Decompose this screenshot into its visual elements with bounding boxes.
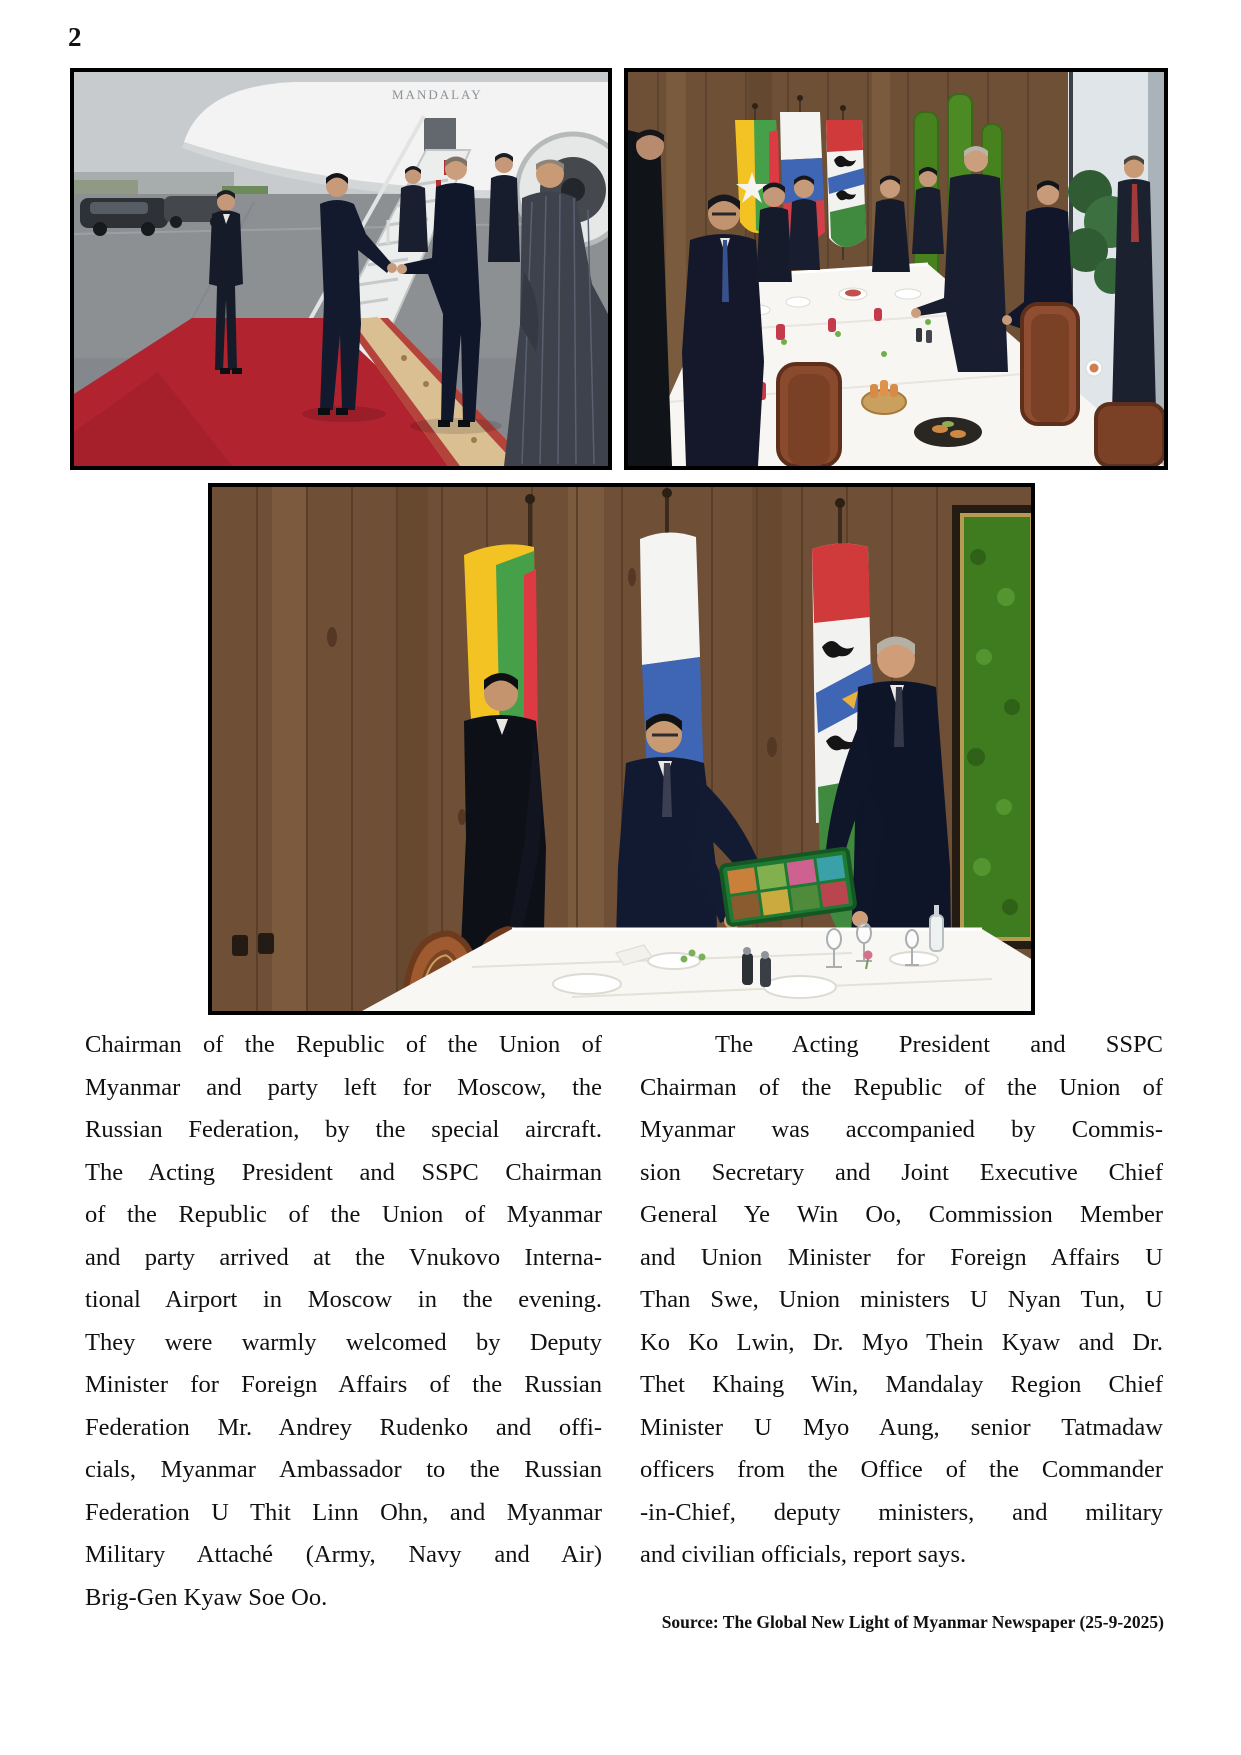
- text-line: Myanmar was accompanied by Commis-: [640, 1116, 1163, 1143]
- gift-exchange-photo: [208, 483, 1035, 1015]
- text-line: Federation Mr. Andrey Rudenko and offi-: [85, 1413, 602, 1441]
- source-attribution: Source: The Global New Light of Myanmar Newspaper (25-9-2025): [661, 1612, 1164, 1632]
- banquet-meeting-photo: [624, 68, 1168, 470]
- text-line: Minister for Foreign Affairs of the Russian: [85, 1371, 602, 1398]
- text-line: General Ye Win Oo, Commission Member: [640, 1201, 1163, 1228]
- text-line: and civilian officials, report says.: [640, 1541, 967, 1568]
- text-line: Federation U Thit Linn Ohn, and Myanmar: [85, 1498, 602, 1526]
- text-line: -in-Chief, deputy ministers, and military: [640, 1498, 1163, 1526]
- text-line: Minister U Myo Aung, senior Tatmadaw: [640, 1413, 1163, 1441]
- text-line: Thet Khaing Win, Mandalay Region Chief: [640, 1371, 1163, 1398]
- text-line: They were warmly welcomed by Deputy: [85, 1328, 602, 1356]
- text-line: cials, Myanmar Ambassador to the Russian: [85, 1456, 602, 1483]
- text-line: Than Swe, Union ministers U Nyan Tun, U: [640, 1286, 1163, 1313]
- moss-panel: [952, 505, 1031, 949]
- text-line: officers from the Office of the Commander: [640, 1456, 1163, 1483]
- text-line: Chairman of the Republic of the Union of: [85, 1031, 602, 1058]
- text-line: Myanmar and party left for Moscow, the: [85, 1073, 602, 1101]
- text-line: Military Attaché (Army, Navy and Air): [85, 1541, 602, 1568]
- text-line: Chairman of the Republic of the Union of: [640, 1073, 1163, 1101]
- text-line: The Acting President and SSPC Chairman: [85, 1158, 602, 1186]
- page-number: 2: [68, 22, 82, 52]
- airport-arrival-photo: [70, 68, 612, 470]
- text-line: and party arrived at the Vnukovo Interna-: [85, 1243, 602, 1271]
- novosibirsk-flag: [826, 105, 866, 260]
- text-line: sion Secretary and Joint Executive Chief: [640, 1158, 1163, 1186]
- fuselage-title-text: MANDALAY: [392, 87, 483, 102]
- text-line: tional Airport in Moscow in the evening.: [85, 1286, 602, 1313]
- article-right-column: [640, 1024, 1163, 1577]
- text-line: The Acting President and SSPC: [715, 1031, 1163, 1058]
- text-line: and Union Minister for Foreign Affairs U: [640, 1243, 1163, 1271]
- text-line: of the Republic of the Union of Myanmar: [85, 1201, 602, 1228]
- text-line: Brig-Gen Kyaw Soe Oo.: [85, 1583, 328, 1611]
- text-line: Ko Ko Lwin, Dr. Myo Thein Kyaw and Dr.: [640, 1328, 1163, 1356]
- text-line: Russian Federation, by the special aircraft.: [85, 1116, 602, 1143]
- article-left-column: [85, 1024, 602, 1619]
